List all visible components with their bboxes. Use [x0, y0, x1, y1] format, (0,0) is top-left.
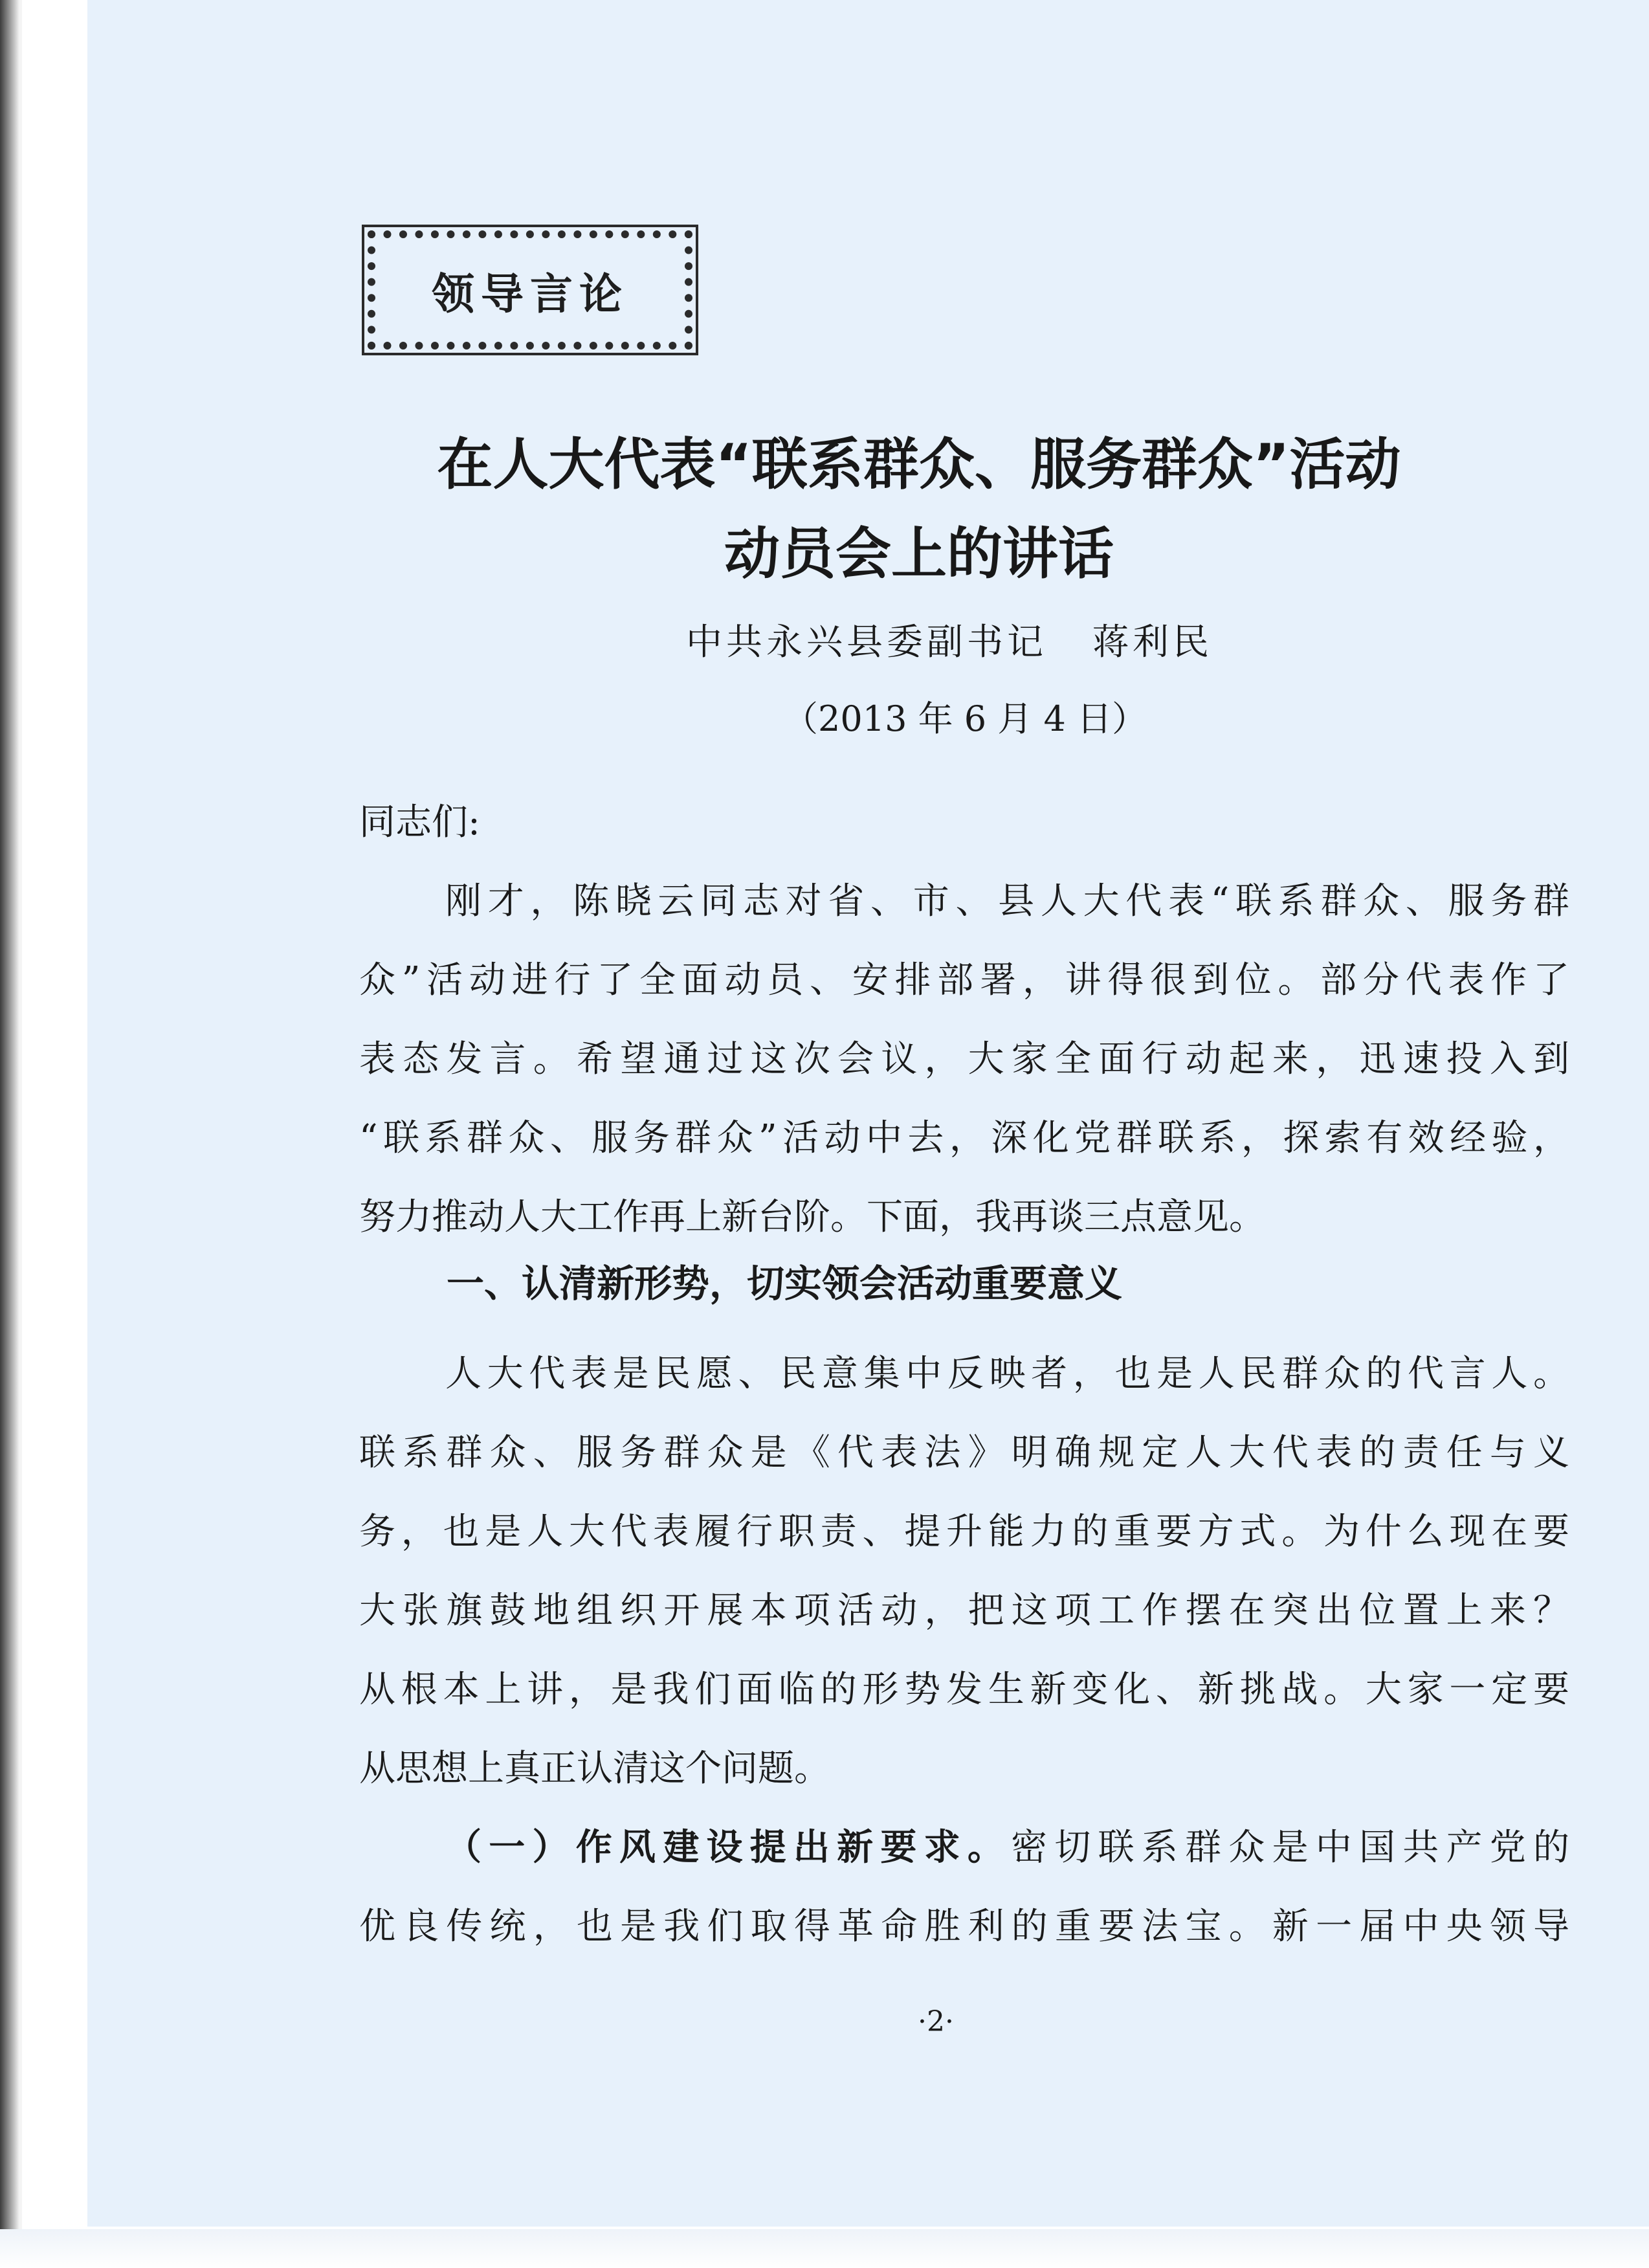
para2-line-6: 从思想上真正认清这个问题。 [359, 1748, 830, 1790]
para1-line-5: 努力推动人大工作再上新台阶。下面，我再谈三点意见。 [359, 1196, 1265, 1238]
para2-line-3: 务，也是人大代表履行职责、提升能力的重要方式。为什么现在要 [359, 1511, 1569, 1553]
para1-line-3: 表态发言。希望通过这次会议，大家全面行动起来，迅速投入到 [359, 1038, 1569, 1080]
author-role: 中共永兴县委副书记 [686, 621, 1047, 663]
para1-line-2: 众”活动进行了全面动员、安排部署，讲得很到位。部分代表作了 [359, 959, 1569, 1001]
column-header-label: 领导言论 [432, 269, 628, 319]
para2-line-5: 从根本上讲，是我们面临的形势发生新变化、新挑战。大家一定要 [359, 1669, 1569, 1711]
para2-line-4: 大张旗鼓地组织开展本项活动，把这项工作摆在突出位置上来？ [359, 1590, 1569, 1632]
salutation: 同志们: [359, 801, 480, 843]
page-number: ·2· [918, 2005, 954, 2038]
para2-line-1: 人大代表是民愿、民意集中反映者，也是人民群众的代言人。 [445, 1353, 1569, 1395]
para1-line-1: 刚才，陈晓云同志对省、市、县人大代表“联系群众、服务群 [445, 880, 1569, 922]
speech-date: （2013 年 6 月 4 日） [783, 698, 1147, 739]
scan-edge [0, 0, 22, 2268]
scan-bottom-edge [0, 2229, 1649, 2268]
section-1-heading: 一、认清新形势，切实领会活动重要意义 [447, 1262, 1123, 1306]
subsection-1-heading: （一）作风建设提出新要求。 [445, 1827, 1012, 1869]
para3-line-1 [445, 1808, 1569, 1887]
para3-line-1-text: 密切联系群众是中国共产党的 [1011, 1827, 1570, 1869]
column-header-box [368, 230, 692, 350]
article-title-line-2: 动员会上的讲话 [724, 522, 1114, 586]
para1-line-4: “联系群众、服务群众”活动中去，深化党群联系，探索有效经验， [359, 1117, 1569, 1159]
para3-line-2: 优良传统，也是我们取得革命胜利的重要法宝。新一届中央领导 [359, 1906, 1569, 1948]
para2-line-2: 联系群众、服务群众是《代表法》明确规定人大代表的责任与义 [359, 1432, 1569, 1474]
article-title-line-1: 在人大代表“联系群众、服务群众”活动 [437, 432, 1401, 497]
author-line [686, 614, 1213, 665]
author-name: 蒋利民 [1092, 621, 1213, 663]
